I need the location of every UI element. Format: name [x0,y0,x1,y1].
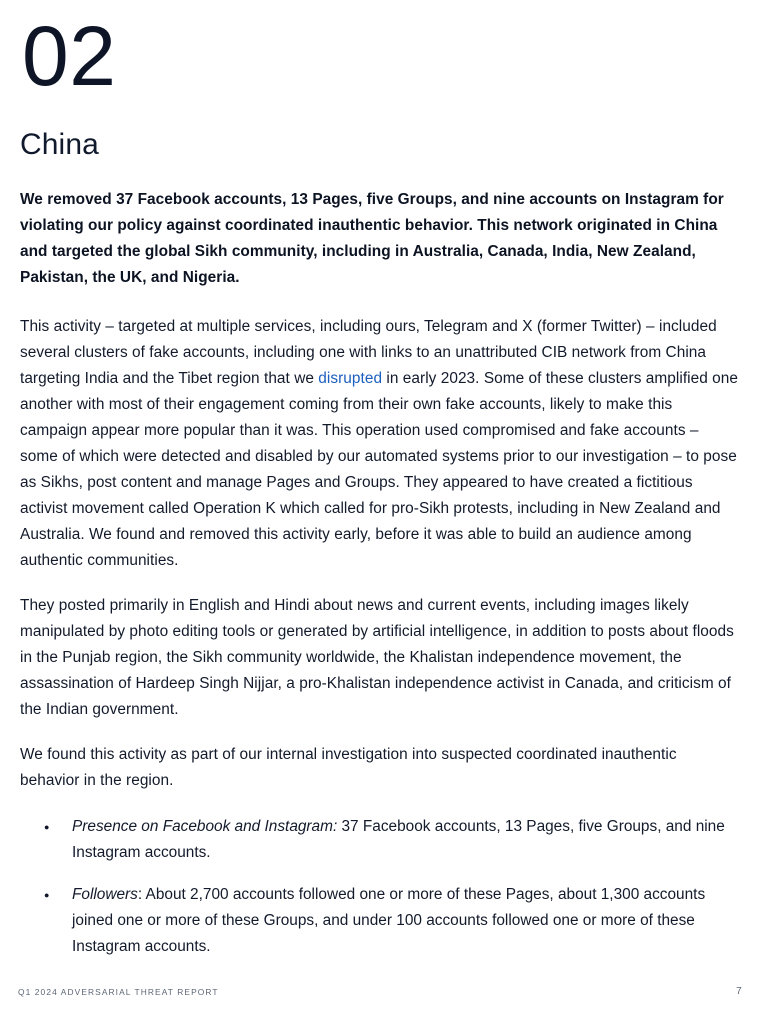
footer-report-title: Q1 2024 ADVERSARIAL THREAT REPORT [18,986,219,997]
page-footer [18,986,742,997]
list-item-text: : About 2,700 accounts followed one or more of these Pages, about 1,300 accounts joined one or more of these Groups, and under 100 accounts followed one or more of these Instagram accounts. [72,886,706,955]
paragraph-2-after-link: in early 2023. Some of these clusters amplified one another with most of their engagement coming from their own fake accounts, likely to make this campaign appear more popular than it was. This operation used compromised and fake accounts – some of which were detected and disabled by our automated systems prior to our investigation – to pose as Sikhs, post content and manage Pages and Groups. They appeared to have created a fictitious activist movement called Operation K which called for pro-Sikh protests, including in New Zealand and Australia. We found and removed this activity early, before it was able to build an audience among authentic communities. [20,370,738,569]
footer-page-number: 7 [736,986,742,997]
paragraph-4: We found this activity as part of our internal investigation into suspected coordinated inauthentic behavior in the region. [20,746,677,789]
document-body [18,187,742,960]
page-title: China [20,128,99,161]
list-item [20,882,738,960]
lead-paragraph: We removed 37 Facebook accounts, 13 Pages, five Groups, and nine accounts on Instagram for violating our policy against coordinated inauthentic behavior. This network originated in China and targeted the global Sikh community, including in Australia, Canada, India, New Zealand, Pakistan, the UK, and Nigeria. [20,191,724,286]
paragraph-3: They posted primarily in English and Hindi about news and current events, including images likely manipulated by photo editing tools or generated by artificial intelligence, in addition to posts about floods in the Punjab region, the Sikh community worldwide, the Khalistan independence movement, the assassination of Hardeep Singh Nijjar, a pro-Khalistan independence activist in Canada, and criticism of the Indian government. [20,597,734,718]
section-number: 02 [22,9,117,103]
list-item [20,814,738,866]
disrupted-link[interactable]: disrupted [318,370,383,387]
list-item-text: 37 Facebook accounts, 13 Pages, five Groups, and nine Instagram accounts. [72,818,725,861]
details-list [20,814,738,960]
paragraph-2-before-link: This activity – targeted at multiple services, including ours, Telegram and X (former Twitter) – included several clusters of fake accounts, including one with links to an unattributed CIB network from China targeting India and the Tibet region that we [20,318,717,387]
list-item-lead: Followers [72,886,138,903]
paragraph-2 [20,314,738,574]
list-item-lead: Presence on Facebook and Instagram: [72,818,338,835]
